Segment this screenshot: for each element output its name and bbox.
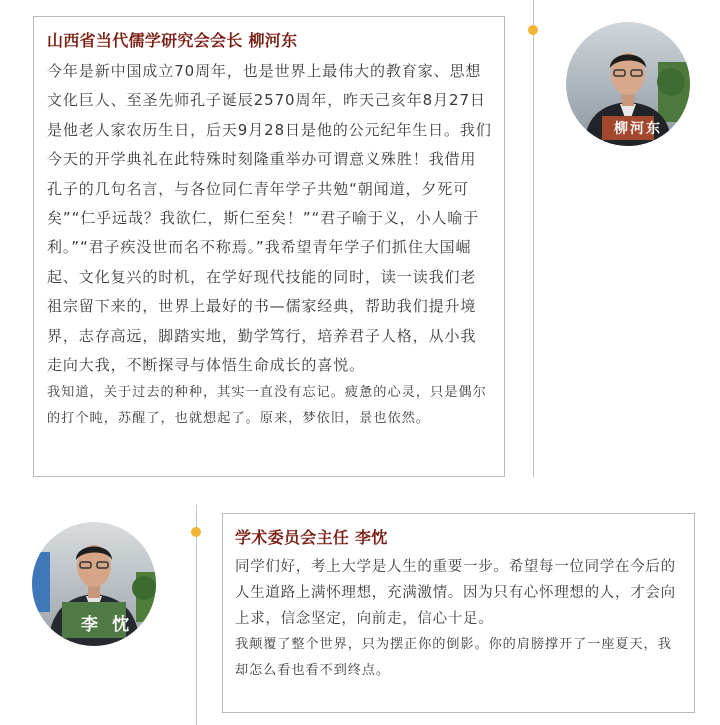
timeline-dot-bottom bbox=[191, 527, 201, 537]
speech-body: 今年是新中国成立70周年，也是世界上最伟大的教育家、思想文化巨人、至圣先师孔子诞辰2570周年，昨天己亥年8月27日是他老人家农历生日，后天9月28日是他的公元纪年生日。我们今天的开学典礼在此特殊时刻隆重举办可谓意义殊胜！我借用孔子的几句名言，与各位同仁青年学子共勉“朝闻道，夕死可矣”“仁乎远哉？我欲仁，斯仁至矣！”“君子喻于义，小人喻于利。”“君子疾没世而名不称焉。”我希望青年学子们抓住大国崛起、文化复兴的时机，在学好现代技能的同时，读一读我们老祖宗留下来的，世界上最好的书—儒家经典，帮助我们提升境界，志存高远，脚踏实地，勤学笃行，培养君子人格，从小我走向大我，不断探寻与体悟生命成长的喜悦。 bbox=[47, 62, 492, 375]
speech-extra: 我颠覆了整个世界，只为摆正你的倒影。你的肩膀撑开了一座夏天，我却怎么看也看不到终点。 bbox=[235, 637, 672, 678]
speech-card-2 bbox=[222, 513, 695, 713]
timeline-dot-top bbox=[528, 25, 538, 35]
speaker-photo-1 bbox=[566, 22, 690, 146]
photo-nameplate: 柳河东 bbox=[614, 121, 662, 137]
timeline-line-top bbox=[533, 0, 534, 477]
speaker-title: 山西省当代儒学研究会会长 柳河东 bbox=[47, 31, 298, 50]
speaker-title: 学术委员会主任 李忱 bbox=[235, 528, 388, 547]
timeline-line-bottom bbox=[196, 505, 197, 725]
speech-card-1 bbox=[33, 16, 505, 477]
speaker-photo-2 bbox=[32, 522, 156, 646]
speech-extra: 我知道，关于过去的种种，其实一直没有忘记。疲惫的心灵，只是偶尔的打个盹，苏醒了，也就想起了。原来，梦依旧，景也依然。 bbox=[47, 385, 487, 427]
speech-body: 同学们好，考上大学是人生的重要一步。希望每一位同学在今后的人生道路上满怀理想，充满激情。因为只有心怀理想的人，才会向上求，信念坚定，向前走，信心十足。 bbox=[235, 559, 676, 627]
photo-nameplate: 李忱 bbox=[81, 615, 143, 635]
